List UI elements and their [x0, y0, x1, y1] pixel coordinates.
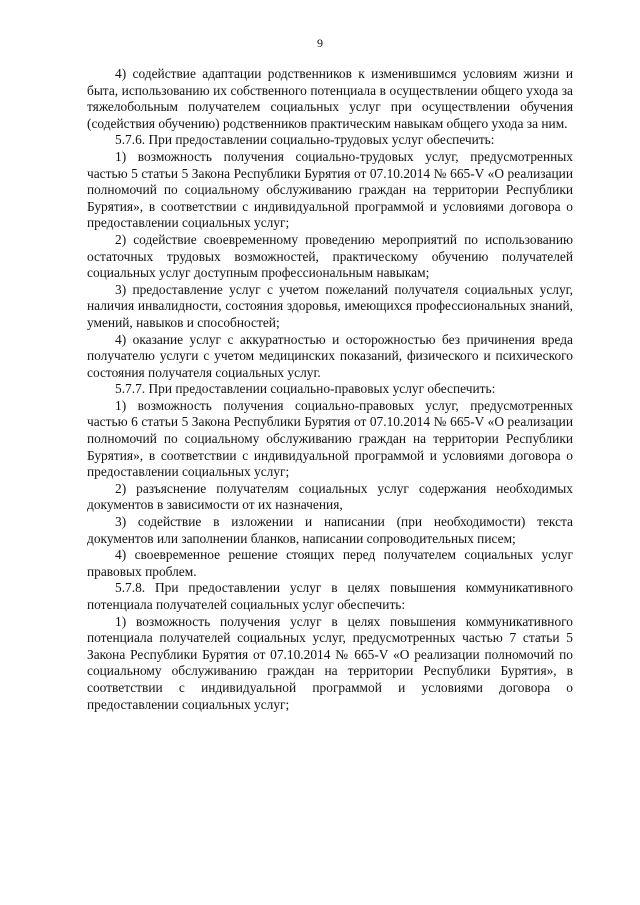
page-number: 9 [317, 36, 323, 50]
paragraph: 1) возможность получения услуг в целях повышения коммуникативного потенциала получателей социальных услуг, предусмотренных частью 7 статьи 5 Закона Республики Бурятия от 07.10.2014 № 665-V «О реализации полномочий по социальному обслуживанию граждан на территории Республики Бурятия», в соответствии с индивидуальной программой и условиями договора о предоставлении социальных услуг; [87, 613, 573, 712]
paragraph: 1) возможность получения социально-правовых услуг, предусмотренных частью 6 статьи 5 Закона Республики Бурятия от 07.10.2014 № 665-V «О реализации полномочий по социальному обслуживанию граждан на территории Республики Бурятия», в соответствии с индивидуальной программой и условиями договора о предоставлении социальных услуг; [87, 397, 573, 480]
paragraph: 5.7.6. При предоставлении социально-трудовых услуг обеспечить: [115, 132, 495, 148]
paragraph: 5.7.7. При предоставлении социально-правовых услуг обеспечить: [115, 381, 496, 397]
paragraph: 3) содействие в изложении и написании (при необходимости) текста документов или заполнении бланков, написании сопроводительных писем; [87, 514, 573, 546]
paragraph: 4) своевременное решение стоящих перед получателем социальных услуг правовых проблем. [87, 547, 573, 579]
paragraph: 1) возможность получения социально-трудовых услуг, предусмотренных частью 5 статьи 5 Закона Республики Бурятия от 07.10.2014 № 665-V «О реализации полномочий по социальному обслуживанию граждан на территории Республики Бурятия», в соответствии с индивидуальной программой и условиями договора о предоставлении социальных услуг; [87, 148, 573, 231]
paragraph: 2) содействие своевременному проведению мероприятий по использованию остаточных трудовых возможностей, практическому обучению получателей социальных услуг доступным профессиональным навыкам; [87, 231, 573, 281]
document-body [87, 66, 573, 713]
paragraph: 4) содействие адаптации родственников к изменившимся условиям жизни и быта, использованию их собственного потенциала в осуществлении общего ухода за тяжелобольным получателем социальных услуг при осуществлении обучения (содействия обучению) родственников практическим навыкам общего ухода за ним. [87, 66, 573, 131]
paragraph: 4) оказание услуг с аккуратностью и осторожностью без причинения вреда получателю услуги с учетом медицинских показаний, физического и психического состояния получателя социальных услуг. [87, 331, 573, 380]
paragraph: 5.7.8. При предоставлении услуг в целях повышения коммуникативного потенциала получателей социальных услуг обеспечить: [87, 580, 573, 612]
paragraph: 3) предоставление услуг с учетом пожеланий получателя социальных услуг, наличия инвалидности, состояния здоровья, имеющихся профессиональных знаний, умений, навыков и способностей; [87, 281, 573, 330]
paragraph: 2) разъяснение получателям социальных услуг содержания необходимых документов в зависимости от их назначения, [87, 480, 573, 513]
